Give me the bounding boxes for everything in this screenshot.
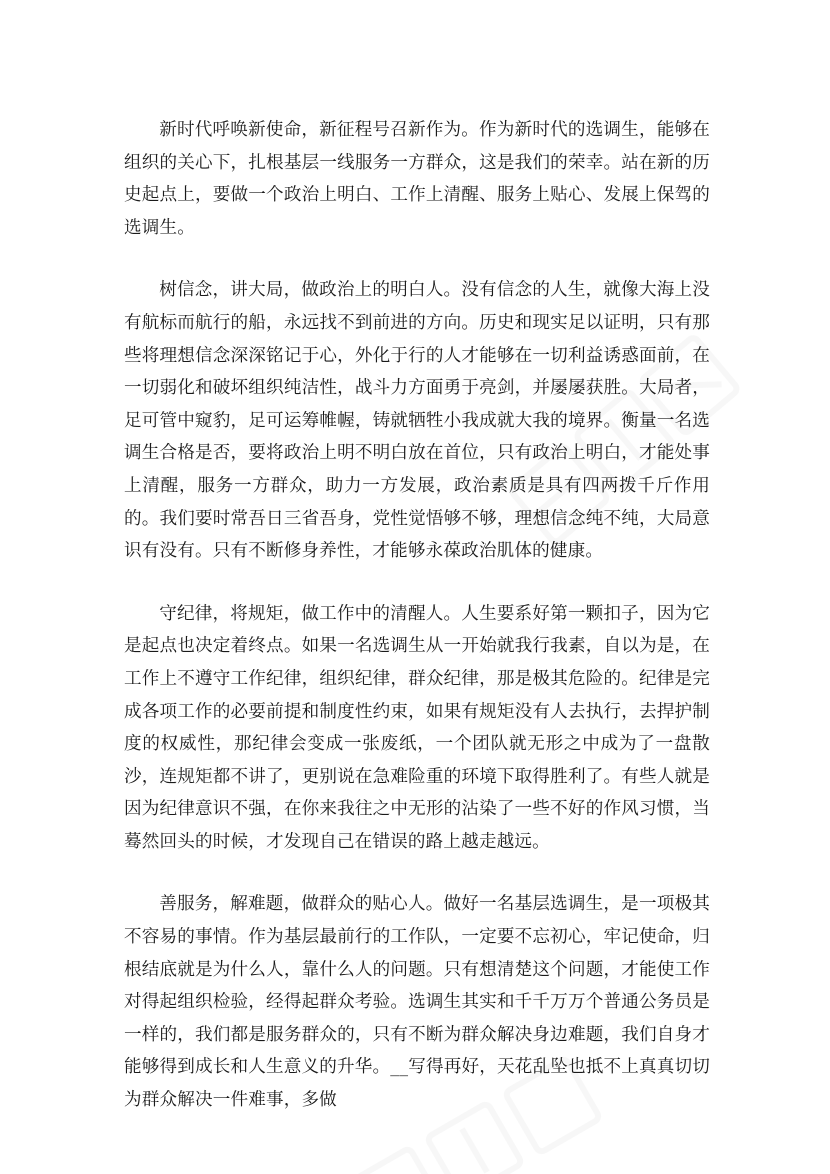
watermark-block-4 [349,1148,445,1174]
paragraph-discipline: 守纪律，将规矩，做工作中的清醒人。人生要系好第一颗扣子，因为它是起点也决定着终点。如果一名选调生从一开始就我行我素，自以为是，在工作上不遵守工作纪律，组织纪律，群众纪律，那是极其危险的。纪律是完成各项工作的必要前提和制度性约束，如果有规矩没有人去执行，去捍护制度的权威性，那纪律会变成一张废纸，一个团队就无形之中成为了一盘散沙，连规矩都不讲了，更别说在急难险重的环境下取得胜利了。有些人就是因为纪律意识不强，在你来我往之中无形的沾染了一些不好的作风习惯，当蓦然回头的时候，才发现自己在错误的路上越走越远。 [124,603,710,852]
paragraph-service: 善服务，解难题，做群众的贴心人。做好一名基层选调生，是一项极其不容易的事情。作为基层最前行的工作队，一定要不忘初心，牢记使命，归根结底就是为什么人，靠什么人的问题。只有想清楚这个问题，才能使工作对得起组织检验，经得起群众考验。选调生其实和千千万万个普通公务员是一样的，我们都是服务群众的，只有不断为群众解决身边难题，我们自身才能够得到成长和人生意义的升华。__写得再好，天花乱坠也抵不上真真切切为群众解决一件难事，多做 [124,894,710,1111]
paragraph-intro: 新时代呼唤新使命，新征程号召新作为。作为新时代的选调生，能够在组织的关心下，扎根基层一线服务一方群众，这是我们的荣幸。站在新的历史起点上，要做一个政治上明白、工作上清醒、服务上贴心、发展上保驾的选调生。 [124,120,710,238]
paragraph-political-clarity: 树信念，讲大局，做政治上的明白人。没有信念的人生，就像大海上没有航标而航行的船，永远找不到前进的方向。历史和现实足以证明，只有那些将理想信念深深铭记于心，外化于行的人才能够在一切利益诱惑面前，在一切弱化和破坏组织纯洁性，战斗力方面勇于亮剑，并屡屡获胜。大局者，足可管中窥豹，足可运筹帷幄，铸就牺牲小我成就大我的境界。衡量一名选调生合格是否，要将政治上明不明白放在首位，只有政治上明白，才能处事上清醒，服务一方群众，助力一方发展，政治素质是具有四两拨千斤作用的。我们要时常吾日三省吾身，党性觉悟够不够，理想信念纯不纯，大局意识有没有。只有不断修身养性，才能够永葆政治肌体的健康。 [124,280,710,562]
document-body [124,114,710,1147]
